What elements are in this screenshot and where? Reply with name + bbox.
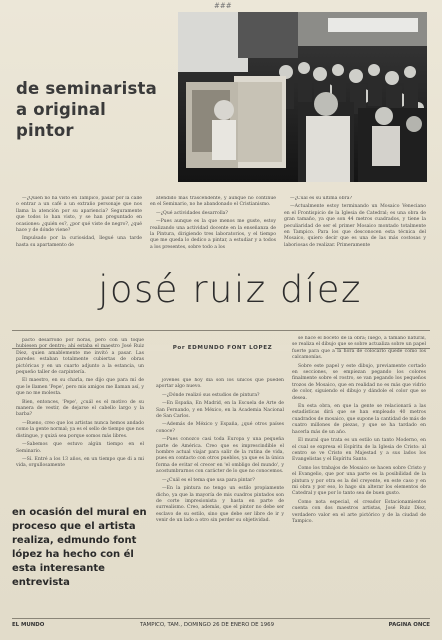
paragraph: —Pues aunque es la que menos me guste, estoy realizando una actividad docente en la enseñanza de la Pintura, dirigiendo tres laboratorios, y el tiempo que me queda lo dedico a pintar, a estudiar y a todos a los presentes, sobre todo a los <box>150 219 276 250</box>
paragraph: Impulsado por la curiosidad, llegué una tarde hasta su apartamento de <box>16 236 142 248</box>
article-photo <box>178 12 427 182</box>
text-column-bottom-right <box>292 336 426 616</box>
paragraph: —¿Dónde realizó sus estudios de pintura? <box>162 392 260 398</box>
newspaper-name: EL MUNDO <box>12 622 45 628</box>
paragraph: —Pues conozco casi toda Europa y una pequeña parte de América. Creo que es imprescindible el hombre actual viajar para salir de la rutina de vida, pues en contacto con otros pueblos, ya que es la única forma de evitar el crecer en 'el ombligo del mundo', y acostumbrarnos con carácter de lo que no conocemos. <box>156 437 284 475</box>
paragraph: —¿Qué actividades desarrolla? <box>156 210 228 216</box>
page-footer <box>12 620 430 632</box>
text-column-top-right <box>284 196 426 266</box>
paragraph: —Además de México y España, ¿qué otros países conoce? <box>156 422 284 434</box>
dateline: TAMPICO, TAM., DOMINGO 26 DE ENERO DE 1969 <box>140 622 275 628</box>
paragraph: atendido más trascendente, y aunque no continué en el Seminario, no he abandonado el Cristianismo. <box>150 196 276 208</box>
paragraph: —¿Cuál es el tema que usa para pintar? <box>162 477 255 483</box>
paragraph: El mural que trata es un estilo un tanto Moderno, en el cual se expresa el Espíritu de la Iglesia de Cristo: al centro se ve Cristo en Majestad y a sus lados los Evangelistas y el Espíritu Santo. <box>292 438 426 463</box>
paragraph: —Sí. Entré a los 13 años, en un tiempo que di a mi vida, orgullosamente <box>16 456 144 469</box>
headline-line-3: pintor <box>16 121 74 140</box>
text-column-bottom-mid <box>156 378 284 614</box>
paragraph: pacto desarrollo por horas, pero con un toque hubiesen por dentro; ahí estaba el maestro José Ruiz Díez, quien amablemente me invitó a pasar. Las paredes estaban totalmente cubiertas de obras pictóricas y en un cuarto adjunto a la estancia, un pequeño taller de carpintería. <box>16 338 144 376</box>
page-number: PAGINA ONCE <box>388 622 430 628</box>
page-mark: ### <box>214 2 232 10</box>
pull-quote: en ocasión del mural en proceso que el artista realiza, edmundo font lópez ha hecho con él esta interesante entrevista <box>12 507 147 588</box>
paragraph: —Actualmente estoy terminando un Mosaico Veneciano en el Frontispicio de la Iglesia de Catedral; es una obra de gran tamaño, ya que son 44 metros cuadrados, y tiene la peculiaridad de ser el primer Mosaico montado totalmente en Tampico. Para los que desconocen esta técnica del Mosaico, quiero decir que es una de las más costosas y laboriosas de realizar. Primeramente <box>284 204 426 248</box>
headline-line-1: de seminarista <box>16 79 157 98</box>
article-title: josé ruiz díez <box>98 268 362 311</box>
headline-line-2: a original <box>16 100 107 119</box>
text-column-bottom-left <box>16 338 144 502</box>
paragraph: Como nota especial, el creador Estacionamientos cuenta con dos maestros artistas, José Ruiz Díez, verdadero valor en el arte pictórico y de la ciudad de Tampico. <box>292 499 426 524</box>
text-column-top-mid <box>150 196 276 266</box>
paragraph: se hace el boceto de la obra; luego, a tamaño natural, se realiza el dibujo que se sobre actualiza sobre un papel fuerte para que a la hora de colocarlo quede como los calcamonías. <box>292 336 426 361</box>
paragraph: El maestro, en su charla, me dijo que para mí de que le llamen 'Pepe', pero mis amigos me llaman así, y que no me molesta. <box>16 378 144 397</box>
paragraph: jóvenes que hoy día son los únicos que pueden aportar algo nuevo. <box>156 378 284 390</box>
paragraph: Como los trabajos de Mosaico se hacen sobre Cristo y el Evangelio, que por una parte es la posibilidad de la pintura y por otra es la del creyente, en este caso y en mi obra y por eso, lo hago sin alterar los elementos de Catedral y que por lo tanto sea de buen gusto. <box>292 465 426 497</box>
paragraph: En esta obra, en que la gente se relacionará a las estadísticas dirá que se han empleado 40 metros cuadrados de mosaico, que supone la cantidad de más de cuatro millones de piezas, y que se ha tardado en hacerla más de un año. <box>292 404 426 435</box>
headline <box>16 78 174 141</box>
paragraph: —En España, En Madrid, en la Escuela de Arte de San Fernando, y en México, en la Academia Nacional de San Carlos. <box>156 401 284 420</box>
divider <box>12 330 430 331</box>
crowd-photo-image <box>178 12 427 182</box>
byline: Por EDMUNDO FONT LOPEZ <box>110 345 335 351</box>
paragraph: Sobre este papel y este dibujo, previamente cortado en secciones, se empiezan pegando los colores finalmente sobre el rostro, se van pegando los pequeños trozos de Mosaico, que en realidad no es más que vidrio de color, siguiendo el dibujo y dándole el color que se desea. <box>292 363 426 401</box>
text-column-top-left <box>16 196 142 266</box>
divider <box>12 618 430 619</box>
paragraph: —Bueno, creo que los artistas nunca hemos andado como la gente normal; ya es el sello de tiempo que nos distingue, y quizá sea porque somos más libres. <box>16 420 144 439</box>
paragraph: —Sabemos que estuvo algún tiempo en el Seminario. <box>16 442 144 454</box>
paragraph: Bien, entonces, 'Pepe', ¿cuál es el motivo de su manera de vestir, de dejarse el cabello largo y la barba? <box>16 399 144 418</box>
paragraph: —¿Cuál es su última obra? <box>290 196 352 201</box>
paragraph: —En la pintura no tengo un estilo propiamente dicho, ya que la mayoría de mis cuadros pintados son de corte impresionista y hasta en parte de surrealismo. Creo, además, que el pintor no debe ser esclavo de su estilo, sino que debe ser libre de ir y venir de un lado a otro sin perder su objetividad. <box>156 486 284 524</box>
paragraph: —¿Quién no ha visto en Tampico, pasar por la calle o entrar a un café a un extraño personaje que nos llama la atención por su apariencia? Seguramente que todos lo han visto, y se han preguntado en ocasiones: ¿quién es?, ¿por qué viste de negro?, ¿qué hace y de dónde viene? <box>16 196 142 234</box>
